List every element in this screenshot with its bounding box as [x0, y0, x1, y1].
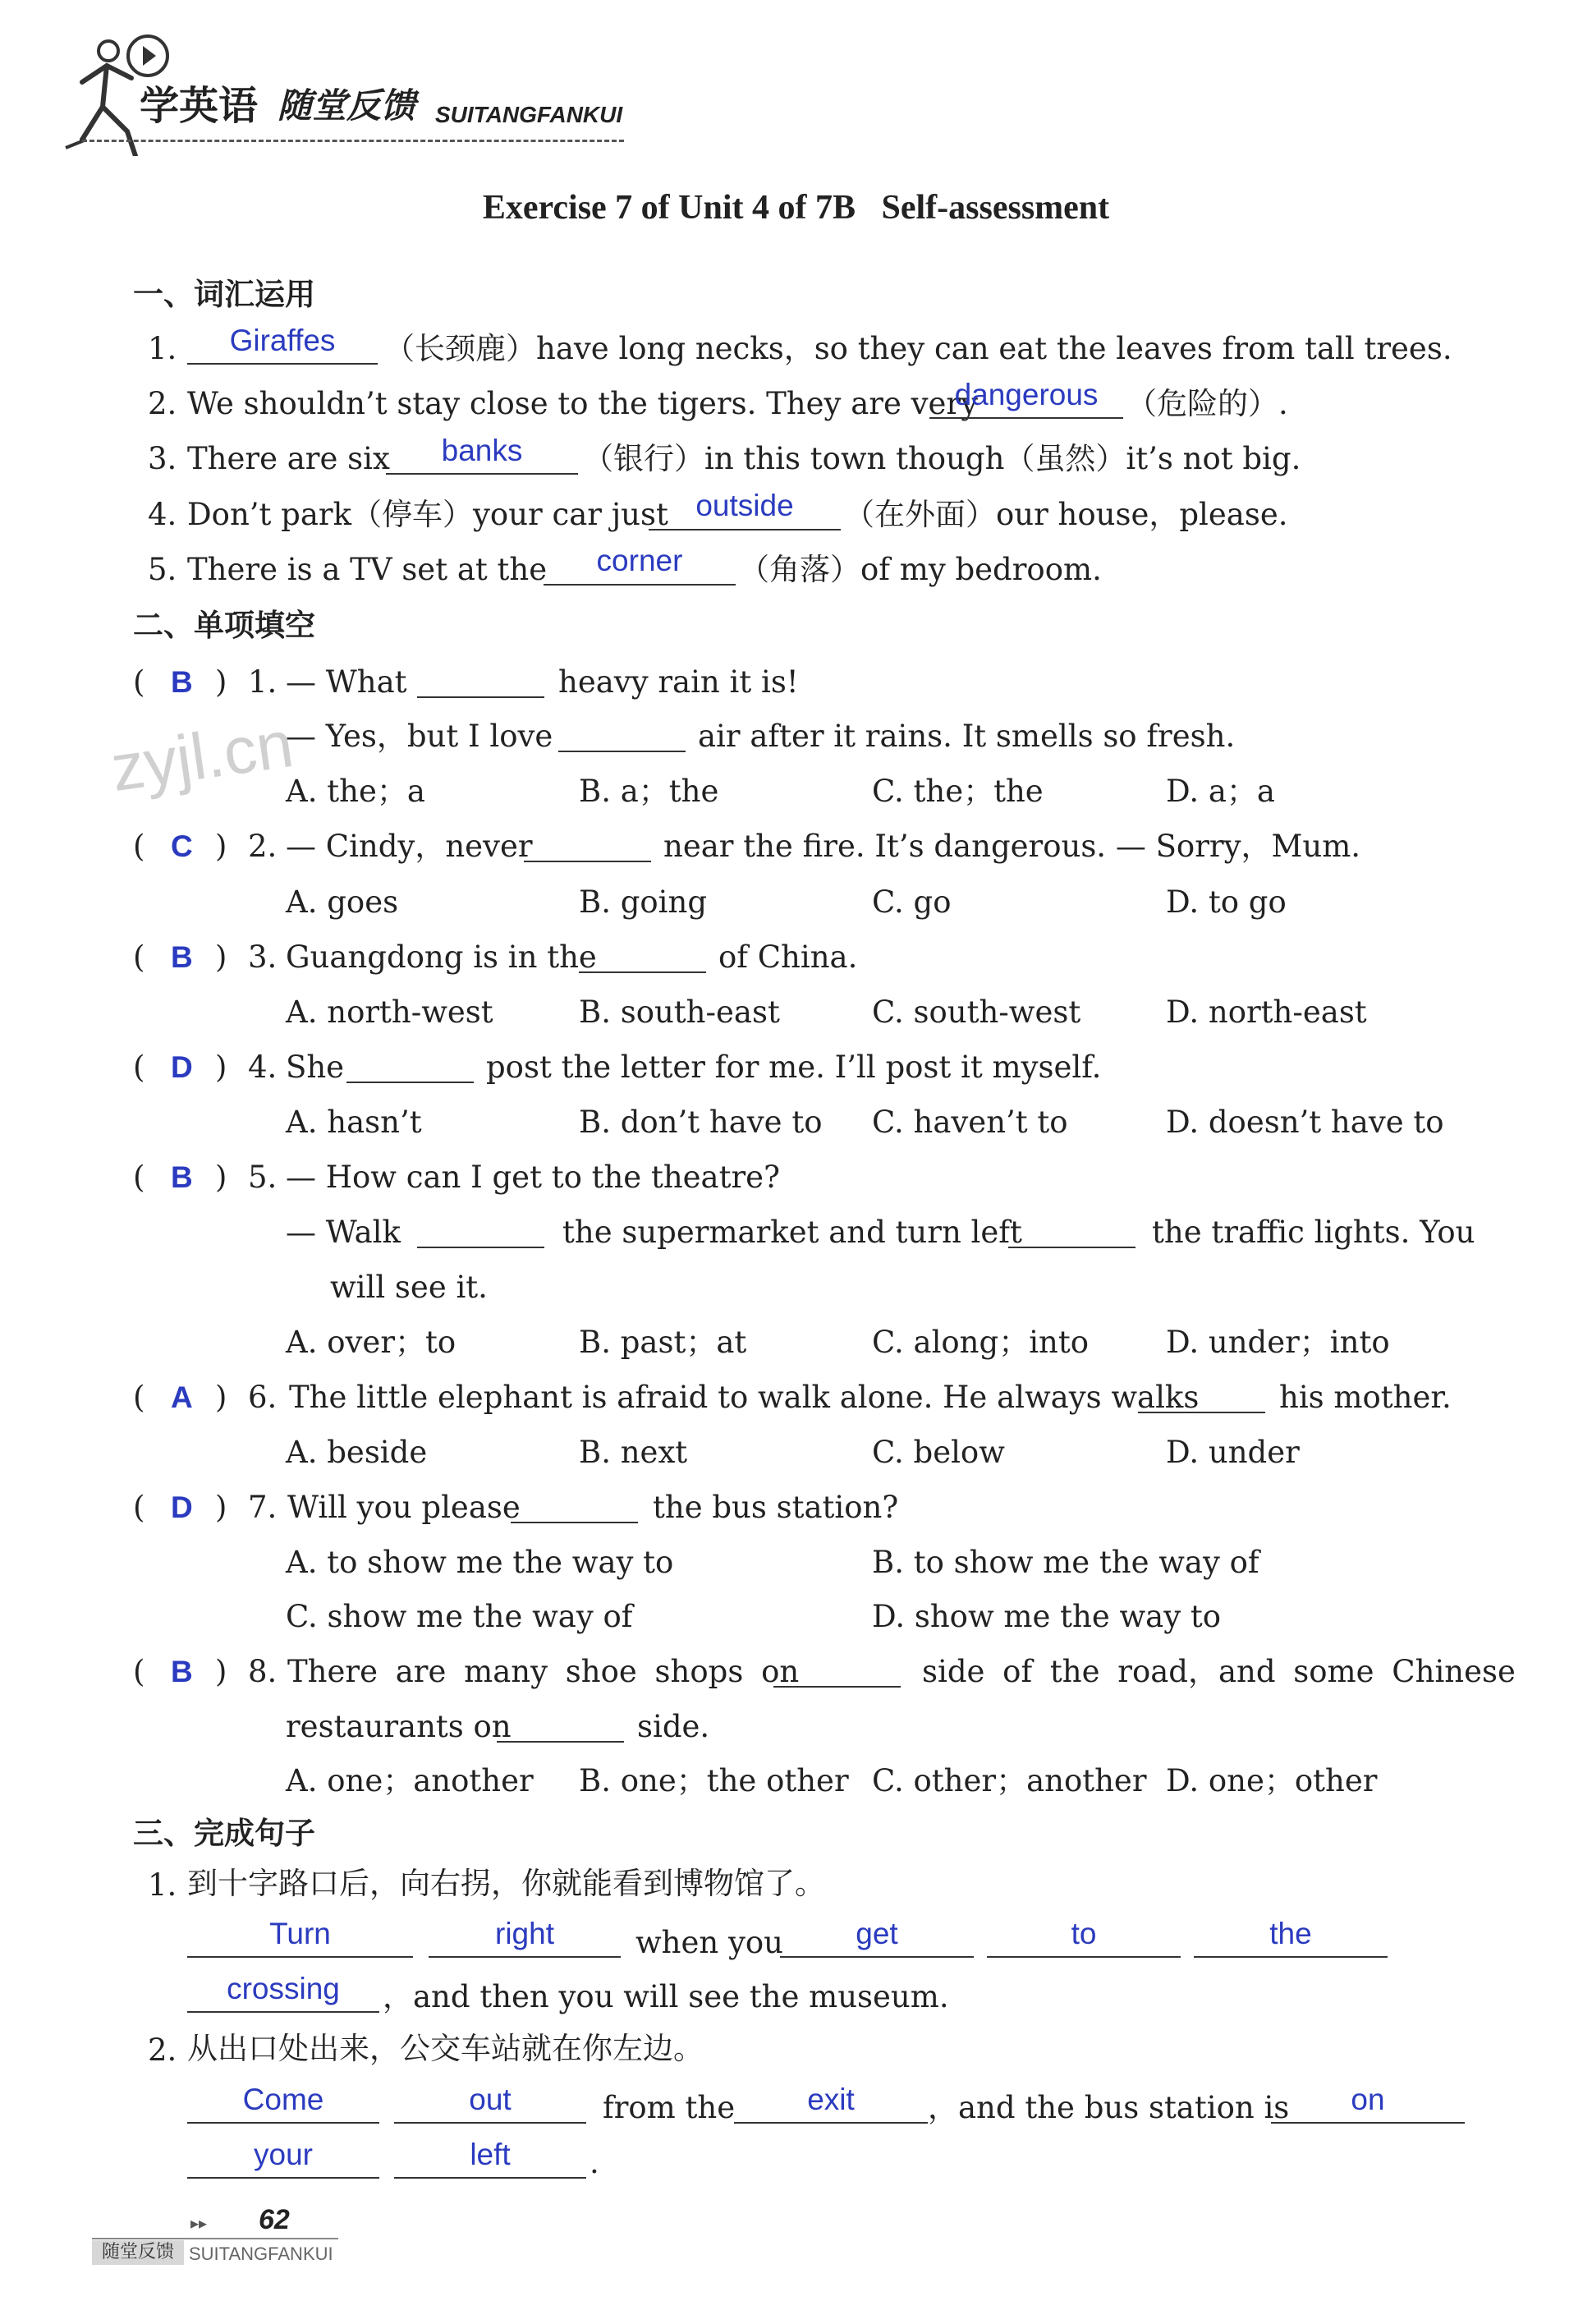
q6-text-a: The little elephant is afraid to walk alone. He always walks — [289, 1380, 1200, 1415]
s2-blank-5 — [187, 2177, 379, 2179]
footer-label-cn: 随堂反馈 — [92, 2240, 184, 2265]
s1-blank-6 — [187, 2011, 379, 2013]
s2-blank-6 — [394, 2177, 586, 2179]
s1-blank-1 — [187, 1956, 413, 1958]
s1-answer-1[interactable]: Turn — [269, 1917, 331, 1950]
q3-opt-a[interactable]: A. north-west — [286, 994, 493, 1030]
s1-answer-6[interactable]: crossing — [227, 1972, 340, 2005]
s1-blank-3 — [780, 1956, 974, 1958]
s2-blank-2 — [394, 2122, 586, 2124]
s2-end: . — [590, 2145, 599, 2180]
vocab-pre-2: We shouldn’t stay close to the tigers. They are very — [187, 386, 978, 421]
play-icon — [123, 31, 172, 80]
s2-mid2: ，and the bus station is — [928, 2090, 1290, 2125]
s1-answer-4[interactable]: to — [1071, 1917, 1097, 1950]
q3-close-paren: ) — [215, 939, 227, 975]
vocab-answer-2[interactable]: dangerous — [954, 378, 1099, 411]
q1-blank-2 — [558, 751, 686, 752]
q1-line1b: heavy rain it is! — [558, 664, 799, 700]
vocab-answer-4[interactable]: outside — [695, 489, 794, 522]
q1-line1a: — What — [286, 664, 407, 700]
s1-blank-4 — [987, 1956, 1181, 1958]
q5-line3: will see it. — [330, 1270, 488, 1305]
q5-opt-c[interactable]: C. along；into — [872, 1325, 1090, 1360]
q2-close-paren: ) — [215, 829, 227, 864]
vocab-post-2: （危险的）. — [1126, 386, 1288, 421]
s1-answer-3[interactable]: get — [856, 1917, 898, 1950]
s1-mid: when you — [635, 1925, 783, 1960]
q8-answer[interactable]: B — [171, 1655, 193, 1688]
vocab-answer-5[interactable]: corner — [596, 544, 683, 577]
q7-answer[interactable]: D — [171, 1490, 193, 1524]
q7-close-paren: ) — [215, 1490, 227, 1525]
vocab-num-5: 5. — [148, 552, 177, 587]
q5-line2a: — Walk — [286, 1215, 401, 1250]
q8-opt-b[interactable]: B. one；the other — [579, 1763, 849, 1798]
q6-opt-a[interactable]: A. beside — [286, 1435, 428, 1470]
q7-open-paren: ( — [133, 1490, 145, 1525]
q4-open-paren: ( — [133, 1049, 145, 1085]
s2-answer-1[interactable]: Come — [242, 2083, 324, 2116]
q8-opt-d[interactable]: D. one；other — [1166, 1763, 1378, 1798]
vocab-text-1: （长颈鹿）have long necks，so they can eat the leaves from tall trees. — [384, 331, 1452, 366]
page-title: Exercise 7 of Unit 4 of 7B Self-assessment — [482, 189, 1110, 227]
q5-close-paren: ) — [215, 1160, 227, 1195]
q7-text-a: Will you please — [287, 1490, 521, 1525]
q6-opt-c[interactable]: C. below — [872, 1435, 1005, 1470]
q5-line1: — How can I get to the theatre? — [286, 1160, 780, 1195]
s1-answer-5[interactable]: the — [1269, 1917, 1312, 1950]
s2-answer-5[interactable]: your — [254, 2138, 313, 2171]
q4-blank — [346, 1082, 474, 1083]
q4-num: 4. — [248, 1049, 278, 1085]
q1-opt-d[interactable]: D. a；a — [1166, 774, 1275, 809]
q4-answer[interactable]: D — [171, 1050, 193, 1084]
q5-opt-a[interactable]: A. over；to — [286, 1325, 456, 1360]
q6-answer[interactable]: A — [171, 1380, 193, 1414]
vocab-post-3: （银行）in this town though（虽然）it’s not big. — [583, 441, 1301, 476]
q7-opt-b[interactable]: B. to show me the way of — [872, 1545, 1259, 1580]
q5-open-paren: ( — [133, 1160, 145, 1195]
s2-answer-6[interactable]: left — [470, 2138, 511, 2171]
q8-close-paren: ) — [215, 1654, 227, 1689]
q4-opt-a[interactable]: A. hasn’t — [286, 1105, 422, 1140]
s2-blank-1 — [187, 2122, 379, 2124]
q5-blank-2 — [1008, 1247, 1136, 1248]
q8-text-d: side. — [637, 1709, 710, 1744]
vocab-blank-5 — [544, 584, 736, 586]
vocab-blank-2 — [929, 417, 1123, 419]
q8-text-a: There are many shoe shops on — [287, 1654, 800, 1689]
s1-blank-2 — [429, 1956, 621, 1958]
q5-line2b: the supermarket and turn left — [562, 1215, 1022, 1250]
section3-heading: 三、完成句子 — [133, 1816, 315, 1851]
footer-rule — [92, 2238, 338, 2239]
q3-open-paren: ( — [133, 939, 145, 975]
q6-blank — [1138, 1412, 1265, 1413]
q8-open-paren: ( — [133, 1654, 145, 1689]
s2-mid: from the — [603, 2090, 736, 2125]
s2-answer-2[interactable]: out — [469, 2083, 512, 2116]
q8-opt-a[interactable]: A. one；another — [286, 1763, 534, 1798]
vocab-blank-3 — [386, 473, 578, 475]
q8-blank-2 — [497, 1741, 624, 1743]
q1-close-paren: ) — [215, 664, 227, 700]
q4-opt-b[interactable]: B. don’t have to — [579, 1105, 823, 1140]
q8-num: 8. — [248, 1654, 278, 1689]
q5-blank-1 — [417, 1247, 544, 1248]
s2-num: 2. — [148, 2032, 177, 2068]
vocab-blank-4 — [649, 529, 841, 530]
vocab-num-4: 4. — [148, 497, 177, 532]
q6-opt-b[interactable]: B. next — [579, 1435, 688, 1470]
s1-answer-2[interactable]: right — [495, 1917, 554, 1950]
q2-open-paren: ( — [133, 829, 145, 864]
vocab-answer-3[interactable]: banks — [441, 434, 523, 467]
page-number: 62 — [259, 2204, 290, 2235]
q8-blank-1 — [773, 1686, 901, 1688]
section1-heading: 一、词汇运用 — [133, 277, 315, 312]
q8-opt-c[interactable]: C. other；another — [872, 1763, 1147, 1798]
q5-line2c: the traffic lights. You — [1152, 1215, 1475, 1250]
q1-line2b: air after it rains. It smells so fresh. — [698, 719, 1236, 754]
s2-blank-3 — [734, 2122, 928, 2124]
q2-opt-c[interactable]: C. go — [872, 884, 952, 920]
brand-en: SUITANGFANKUI — [435, 102, 623, 127]
q4-text-a: She — [286, 1049, 345, 1085]
q8-text-b: side of the road，and some Chinese — [922, 1654, 1516, 1689]
q5-opt-b[interactable]: B. past；at — [579, 1325, 747, 1360]
q7-text-b: the bus station? — [653, 1490, 899, 1525]
q1-blank-1 — [417, 696, 544, 698]
q5-num: 5. — [248, 1160, 278, 1195]
q2-num: 2. — [248, 829, 278, 864]
q7-opt-c[interactable]: C. show me the way of — [286, 1599, 633, 1634]
vocab-pre-5: There is a TV set at the — [187, 552, 548, 587]
q6-opt-d[interactable]: D. under — [1166, 1435, 1300, 1470]
header-divider — [82, 140, 624, 142]
q3-num: 3. — [248, 939, 278, 975]
q2-opt-b[interactable]: B. going — [579, 884, 708, 920]
s1-tail: ，and then you will see the museum. — [383, 1979, 949, 2014]
q2-answer[interactable]: C — [171, 829, 193, 863]
q1-open-paren: ( — [133, 664, 145, 700]
s2-blank-4 — [1271, 2122, 1465, 2124]
vocab-pre-4: Don’t park（停车）your car just — [187, 497, 668, 532]
q3-opt-d[interactable]: D. north-east — [1166, 994, 1367, 1030]
q8-text-c: restaurants on — [286, 1709, 512, 1744]
q2-text-a: — Cindy，never — [286, 829, 533, 864]
q7-opt-d[interactable]: D. show me the way to — [872, 1599, 1222, 1634]
vocab-pre-3: There are six — [187, 441, 390, 476]
s2-answer-3[interactable]: exit — [807, 2083, 855, 2116]
vocab-num-2: 2. — [148, 386, 177, 421]
q6-open-paren: ( — [133, 1380, 145, 1415]
vocab-post-5: （角落）of my bedroom. — [739, 552, 1102, 587]
q6-num: 6. — [248, 1380, 278, 1415]
q4-opt-d[interactable]: D. doesn’t have to — [1166, 1105, 1444, 1140]
brand-cn: 学英语 — [140, 83, 259, 129]
brand-cn2: 随堂反馈 — [278, 85, 416, 126]
s2-chinese: 从出口处出来，公交车站就在你左边。 — [187, 2031, 704, 2066]
q3-text-a: Guangdong is in the — [286, 939, 597, 975]
q3-blank — [579, 971, 706, 973]
q3-answer[interactable]: B — [171, 940, 193, 974]
footer-arrows: ▸▸ — [190, 2213, 208, 2233]
q7-num: 7. — [248, 1490, 278, 1525]
watermark: zyjl.cn — [106, 706, 298, 806]
q3-opt-c[interactable]: C. south-west — [872, 994, 1081, 1030]
q1-opt-a[interactable]: A. the；a — [286, 774, 425, 809]
s1-num: 1. — [148, 1867, 177, 1903]
q1-num: 1. — [248, 664, 278, 700]
q1-answer[interactable]: B — [171, 665, 193, 699]
vocab-num-3: 3. — [148, 441, 177, 476]
q5-answer[interactable]: B — [171, 1160, 193, 1194]
q1-line2a: — Yes，but I love — [286, 719, 553, 754]
q4-text-b: post the letter for me. I’ll post it myself. — [486, 1049, 1102, 1085]
q3-opt-b[interactable]: B. south-east — [579, 994, 780, 1030]
section2-heading: 二、单项填空 — [133, 608, 315, 643]
q4-close-paren: ) — [215, 1049, 227, 1085]
q2-text-b: near the fire. It’s dangerous. — Sorry，Mum. — [663, 829, 1361, 864]
q6-text-b: his mother. — [1279, 1380, 1452, 1415]
q6-close-paren: ) — [215, 1380, 227, 1415]
vocab-num-1: 1. — [148, 331, 177, 366]
s1-chinese: 到十字路口后，向右拐，你就能看到博物馆了。 — [187, 1866, 825, 1901]
vocab-blank-1 — [187, 363, 378, 365]
q7-blank — [511, 1522, 638, 1523]
s2-answer-4[interactable]: on — [1351, 2083, 1385, 2116]
s1-blank-5 — [1194, 1956, 1388, 1958]
q2-opt-a[interactable]: A. goes — [286, 884, 399, 920]
q3-text-b: of China. — [718, 939, 858, 975]
q1-opt-c[interactable]: C. the；the — [872, 774, 1044, 809]
q2-opt-d[interactable]: D. to go — [1166, 884, 1287, 920]
q2-blank — [524, 861, 651, 862]
q1-opt-b[interactable]: B. a；the — [579, 774, 719, 809]
vocab-post-4: （在外面）our house，please. — [844, 497, 1288, 532]
q7-opt-a[interactable]: A. to show me the way to — [286, 1545, 674, 1580]
q5-opt-d[interactable]: D. under；into — [1166, 1325, 1390, 1360]
q4-opt-c[interactable]: C. haven’t to — [872, 1105, 1068, 1140]
footer-label-en: SUITANGFANKUI — [189, 2244, 333, 2264]
vocab-answer-1[interactable]: Giraffes — [229, 324, 336, 357]
